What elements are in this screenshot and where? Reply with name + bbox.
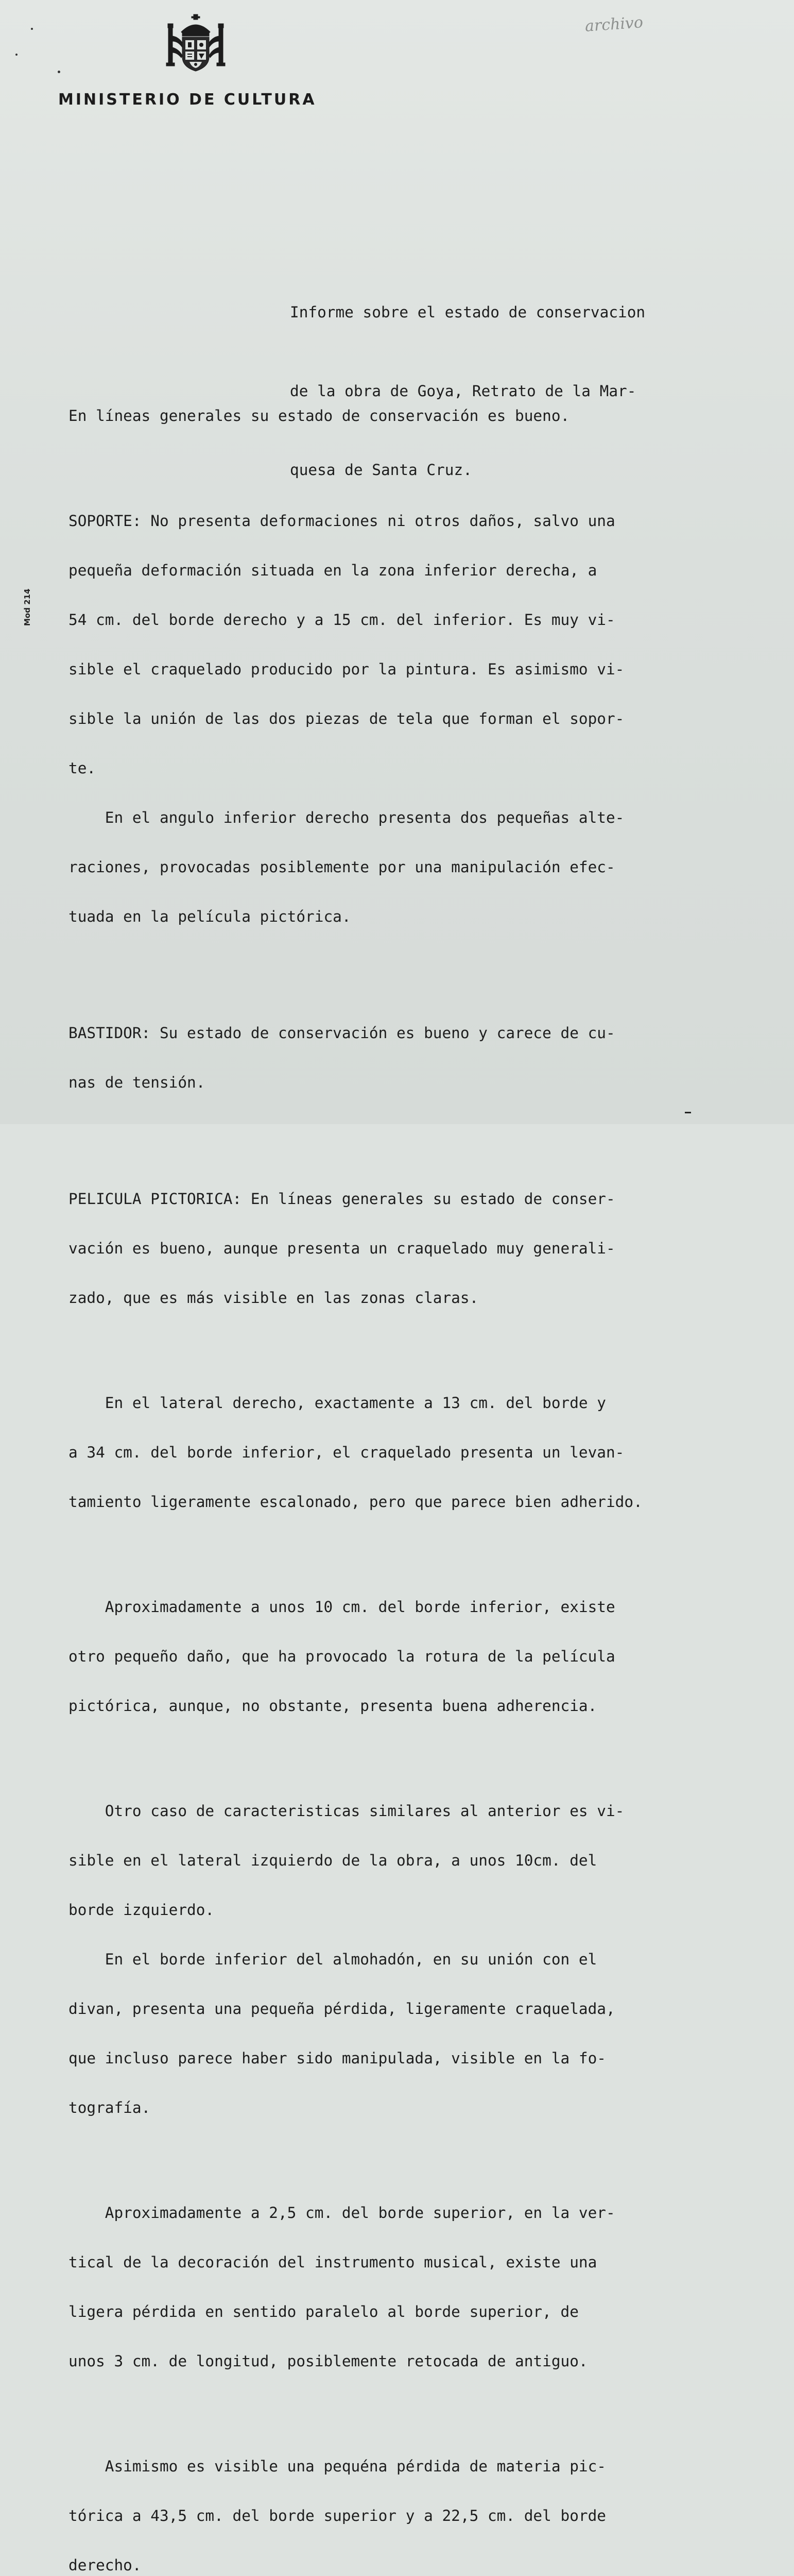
title-line: de la obra de Goya, Retrato de la Mar-: [290, 382, 636, 400]
pelicula-line: pictórica, aunque, no obstante, presenta buena adherencia.: [68, 1697, 597, 1715]
bastidor-line: nas de tensión.: [68, 1074, 205, 1091]
soporte-line: En el angulo inferior derecho presenta dos pequeñas alte-: [68, 809, 625, 826]
pelicula-line: divan, presenta una pequeña pérdida, ligeramente craquelada,: [68, 2000, 615, 2018]
report-body: [68, 375, 643, 2576]
soporte-line: sible la unión de las dos piezas de tela que forman el sopor-: [68, 710, 625, 727]
ink-speck: [15, 54, 18, 56]
pelicula-line: otro pequeño daño, que ha provocado la rotura de la película: [68, 1648, 615, 1665]
pelicula-line: tórica a 43,5 cm. del borde superior y a 22,5 cm. del borde: [68, 2507, 606, 2524]
pelicula-line: a 34 cm. del borde inferior, el craquelado presenta un levan-: [68, 1444, 625, 1461]
pelicula-line: derecho.: [68, 2556, 142, 2574]
coat-of-arms-emblem: [164, 13, 228, 74]
handwritten-annotation: archivo: [584, 13, 644, 36]
bastidor-line: BASTIDOR: Su estado de conservación es bueno y carece de cu-: [68, 1024, 615, 1042]
pelicula-line: Aproximadamente a 2,5 cm. del borde superior, en la ver-: [68, 2204, 615, 2222]
soporte-line: SOPORTE: No presenta deformaciones ni otros daños, salvo una: [68, 512, 615, 530]
intro-paragraph: En líneas generales su estado de conservación es bueno.: [68, 407, 570, 425]
form-model-label: Mod 214: [23, 588, 32, 626]
soporte-line: tuada en la película pictórica.: [68, 908, 351, 925]
pelicula-line: ligera pérdida en sentido paralelo al borde superior, de: [68, 2303, 579, 2320]
pelicula-line: vación es bueno, aunque presenta un craquelado muy generali-: [68, 1240, 615, 1257]
ministry-heading: MINISTERIO DE CULTURA: [58, 91, 317, 109]
pelicula-line: tical de la decoración del instrumento musical, existe una: [68, 2253, 597, 2271]
soporte-line: sible el craquelado producido por la pintura. Es asimismo vi-: [68, 660, 625, 678]
soporte-line: pequeña deformación situada en la zona inferior derecha, a: [68, 562, 597, 579]
pelicula-line: En el lateral derecho, exactamente a 13 cm. del borde y: [68, 1394, 606, 1412]
pelicula-line: En el borde inferior del almohadón, en su unión con el: [68, 1951, 597, 1968]
pelicula-line: sible en el lateral izquierdo de la obra, a unos 10cm. del: [68, 1852, 597, 1869]
soporte-line: 54 cm. del borde derecho y a 15 cm. del inferior. Es muy vi-: [68, 611, 615, 629]
pelicula-line: Asimismo es visible una pequéna pérdida de materia pic-: [68, 2458, 606, 2475]
pelicula-line: unos 3 cm. de longitud, posiblemente retocada de antiguo.: [68, 2352, 588, 2370]
title-line: quesa de Santa Cruz.: [290, 461, 472, 479]
pelicula-line: tografía.: [68, 2099, 151, 2116]
ink-speck: [58, 71, 60, 73]
pelicula-line: Aproximadamente a unos 10 cm. del borde inferior, existe: [68, 1598, 615, 1616]
pelicula-line: Otro caso de caracteristicas similares al anterior es vi-: [68, 1802, 625, 1820]
pelicula-line: que incluso parece haber sido manipulada, visible en la fo-: [68, 2049, 606, 2067]
pelicula-line: borde izquierdo.: [68, 1901, 215, 1919]
title-line: Informe sobre el estado de conservacion: [290, 303, 646, 321]
soporte-line: raciones, provocadas posiblemente por una manipulación efec-: [68, 858, 615, 876]
ink-mark: [685, 1112, 691, 1113]
pelicula-line: zado, que es más visible en las zonas claras.: [68, 1289, 479, 1307]
pelicula-line: tamiento ligeramente escalonado, pero que parece bien adherido.: [68, 1493, 643, 1511]
pelicula-line: PELICULA PICTORICA: En líneas generales su estado de conser-: [68, 1190, 615, 1208]
soporte-line: te.: [68, 759, 96, 777]
ink-speck: [31, 28, 33, 30]
